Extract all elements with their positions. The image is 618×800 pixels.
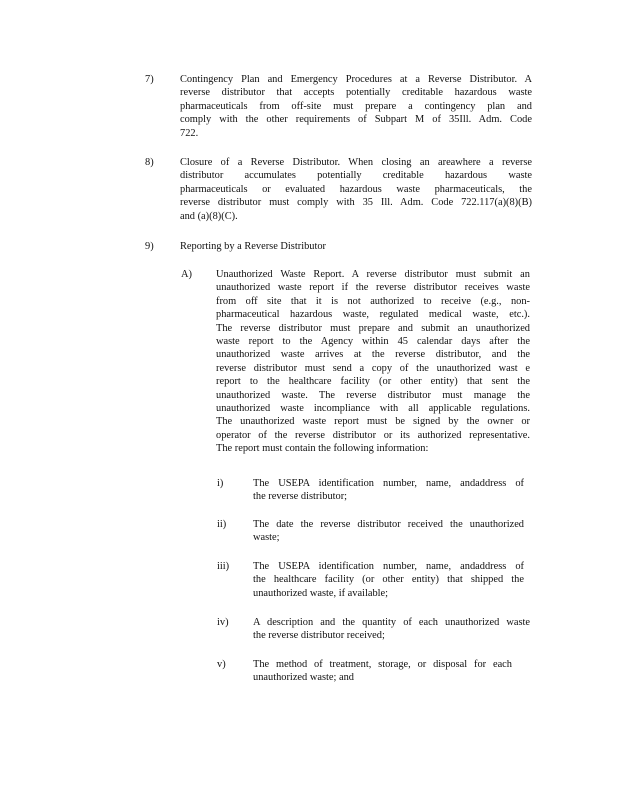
text-line: unauthorized waste incompliance with all applicable regulations. xyxy=(216,403,530,415)
item-number: 7) xyxy=(145,74,154,85)
roman-numeral: iv) xyxy=(217,617,229,628)
text-line: from off site that it is not authorized to receive (e.g., non- xyxy=(216,295,530,307)
text-line: pharmaceutical hazardous waste, regulated medical waste, etc.). xyxy=(216,309,530,321)
paragraph-roman-iii xyxy=(253,560,524,600)
item-number: 8) xyxy=(145,157,154,168)
paragraph-roman-i xyxy=(253,477,524,504)
text-line: unauthorized waste, if available; xyxy=(253,587,389,599)
text-line: waste report to the Agency within 45 calendar days after the xyxy=(216,336,530,348)
roman-numeral: v) xyxy=(217,659,226,670)
text-line: pharmaceuticals or evaluated hazardous waste pharmaceuticals, the xyxy=(180,183,532,195)
text-line: and (a)(8)(C). xyxy=(180,210,238,222)
text-line: comply with the other requirements of Subpart M of 35Ill. Adm. Code xyxy=(180,114,532,126)
text-line: report to the healthcare facility (or other entity) that sent the xyxy=(216,376,530,388)
item-number: 9) xyxy=(145,241,154,252)
heading-reporting xyxy=(180,240,532,253)
paragraph-unauthorized-waste-report xyxy=(216,268,530,456)
text-line: 722. xyxy=(180,127,199,139)
text-line: pharmaceuticals from off-site must prepare a contingency plan and xyxy=(180,100,532,112)
text-line: reverse distributor must comply with 35 Ill. Adm. Code 722.117(a)(8)(B) xyxy=(180,197,532,209)
text-line: The USEPA identification number, name, andaddress of xyxy=(253,478,524,489)
text-line: The report must contain the following information: xyxy=(216,443,429,455)
text-line: A description and the quantity of each unauthorized waste xyxy=(253,617,530,628)
paragraph-closure xyxy=(180,156,532,223)
paragraph-roman-ii xyxy=(253,518,524,545)
text-line: The method of treatment, storage, or disposal for each xyxy=(253,659,512,670)
text-line: Unauthorized Waste Report. A reverse distributor must submit an xyxy=(216,269,530,280)
text-line: Contingency Plan and Emergency Procedures at a Reverse Distributor. A xyxy=(180,74,532,85)
roman-numeral: iii) xyxy=(217,561,230,572)
text-line: the healthcare facility (or other entity) that shipped the xyxy=(253,574,524,586)
text-line: the reverse distributor; xyxy=(253,491,348,503)
text-line: The unauthorized waste report must be signed by the owner or xyxy=(216,416,530,428)
text-line: waste; xyxy=(253,532,280,544)
roman-numeral: i) xyxy=(217,478,224,489)
text-line: unauthorized waste report if the reverse distributor receives waste xyxy=(216,282,530,294)
text-line: distributor accumulates potentially creditable hazardous waste xyxy=(180,170,532,182)
paragraph-contingency-plan xyxy=(180,73,532,140)
text-line: Reporting by a Reverse Distributor xyxy=(180,241,327,252)
paragraph-roman-iv xyxy=(253,616,530,643)
text-line: The date the reverse distributor received the unauthorized xyxy=(253,519,524,530)
subitem-number: A) xyxy=(181,269,192,280)
text-line: The reverse distributor must prepare and submit an unauthorized xyxy=(216,322,530,334)
text-line: operator of the reverse distributor or its authorized representative. xyxy=(216,429,530,441)
text-line: The USEPA identification number, name, andaddress of xyxy=(253,561,524,572)
text-line: unauthorized waste. The reverse distributor must manage the xyxy=(216,389,530,401)
text-line: reverse distributor must send a copy of the unauthorized wast e xyxy=(216,362,530,374)
text-line: unauthorized waste; and xyxy=(253,672,354,684)
paragraph-roman-v xyxy=(253,658,512,685)
text-line: unauthorized waste arrives at the reverse distributor, and the xyxy=(216,349,530,361)
roman-numeral: ii) xyxy=(217,519,227,530)
text-line: the reverse distributor received; xyxy=(253,630,385,642)
text-line: Closure of a Reverse Distributor. When closing an areawhere a reverse xyxy=(180,157,532,168)
text-line: reverse distributor that accepts potentially creditable hazardous waste xyxy=(180,87,532,99)
